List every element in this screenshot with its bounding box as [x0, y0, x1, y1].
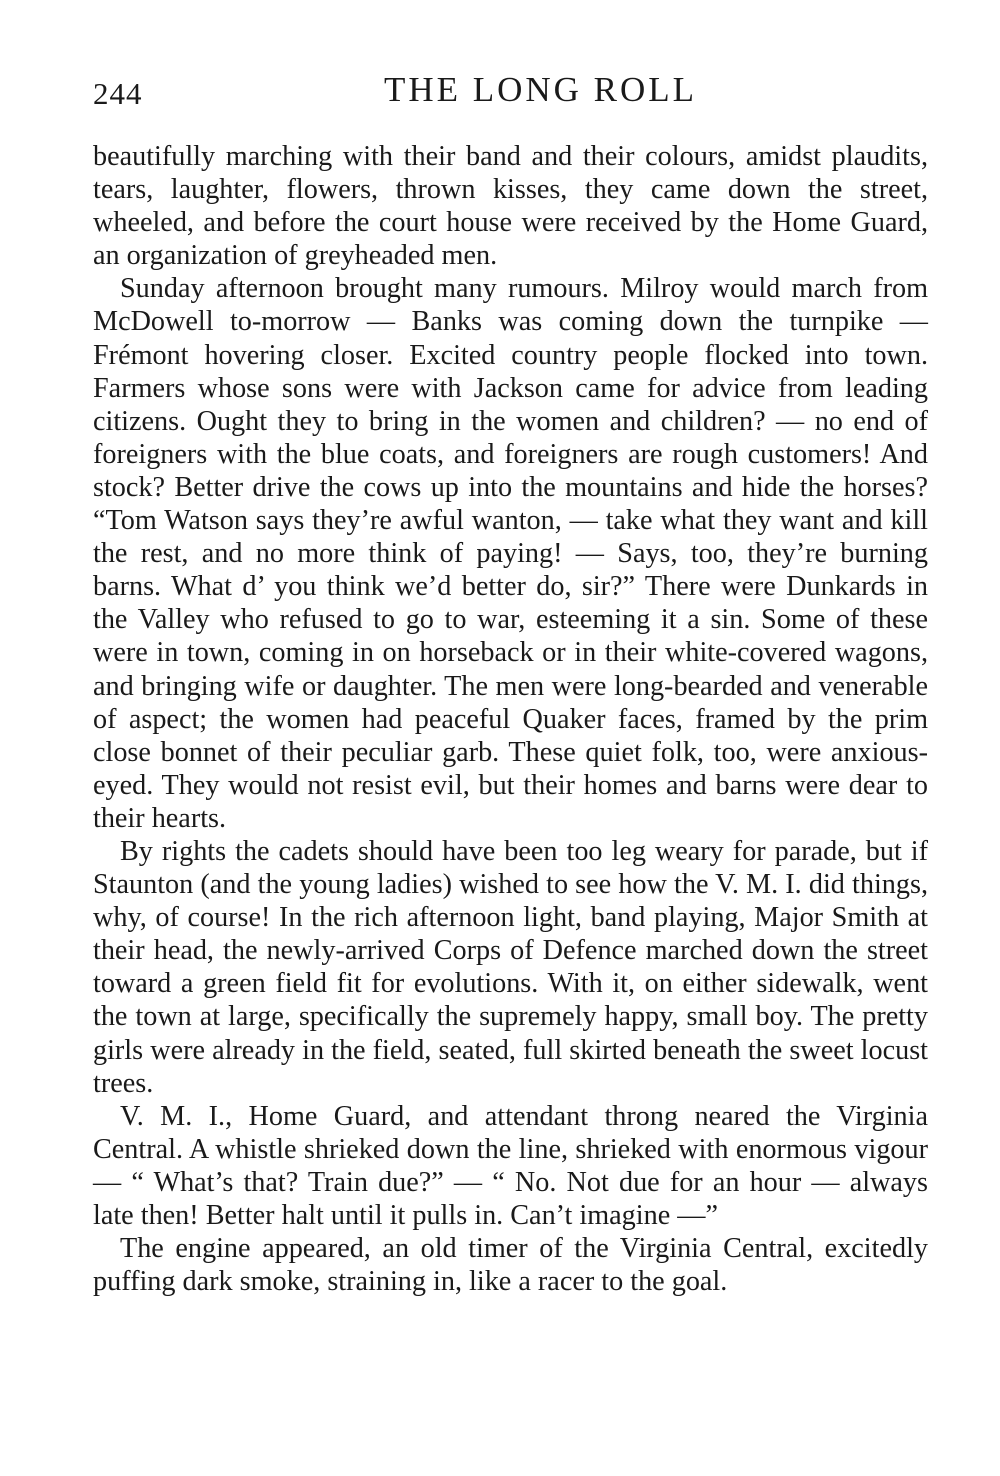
- running-title: THE LONG ROLL: [383, 70, 698, 109]
- paragraph-continued: beautifully marching with their band and their colours, amidst plaudits, tears, laughter, flowers, thrown kisses, they came down the street, wheeled, and before the court house were received by the Home Guard, an organization of greyheaded men.: [93, 141, 928, 272]
- page-number: 244: [93, 76, 143, 111]
- body-text: [93, 140, 928, 1298]
- paragraph-engine: The engine appeared, an old timer of the Virginia Central, excitedly puffing dark smoke, straining in, like a racer to the goal.: [93, 1233, 928, 1298]
- paragraph-cadets-parade: By rights the cadets should have been too leg weary for parade, but if Staunton (and the young ladies) wished to see how the V. M. I. did things, why, of course! In the rich afternoon light, band playing, Major Smith at their head, the newly-arrived Corps of Defence marched down the street toward a green field fit for evolutions. With it, on either sidewalk, went the town at large, specifically the supremely happy, small boy. The pretty girls were already in the field, seated, full skirted beneath the sweet locust trees.: [93, 835, 928, 1099]
- paragraph-rumours: Sunday afternoon brought many rumours. Milroy would march from McDowell to-morrow — Banks was coming down the turnpike — Frémont hovering closer. Excited country people flocked into town. Farmers whose sons were with Jackson came for advice from leading citizens. Ought they to bring in the women and children? — no end of foreigners with the blue coats, and foreigners are rough customers! And stock? Better drive the cows up into the mountains and hide the horses? “Tom Watson says they’re awful wanton, — take what they want and kill the rest, and no more think of paying! — Says, too, they’re burning barns. What d’ you think we’d better do, sir?” There were Dunkards in the Valley who refused to go to war, esteeming it a sin. Some of these were in town, coming in on horseback or in their white-covered wagons, and bringing wife or daughter. The men were long-bearded and venerable of aspect; the women had peaceful Quaker faces, framed by the prim close bonnet of their peculiar garb. These quiet folk, too, were anxious-eyed. They would not resist evil, but their homes and barns were dear to their hearts.: [93, 273, 928, 834]
- paragraph-whistle: V. M. I., Home Guard, and attendant throng neared the Virginia Central. A whistle shrieked down the line, shrieked with enormous vigour — “ What’s that? Train due?” — “ No. Not due for an hour — always late then! Better halt until it pulls in. Can’t imagine —”: [93, 1100, 928, 1231]
- running-head: [93, 70, 928, 120]
